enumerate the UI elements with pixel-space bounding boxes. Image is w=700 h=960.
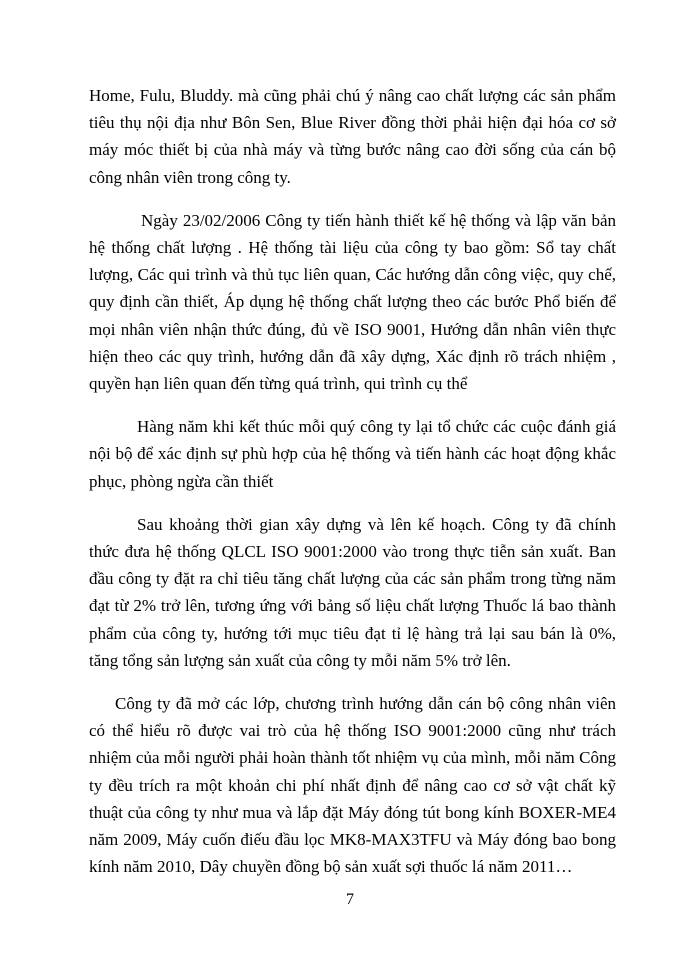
paragraph-training-investment: Công ty đã mở các lớp, chương trình hướng dẫn cán bộ công nhân viên có thể hiểu rõ được vai trò của hệ thống ISO 9001:2000 cũng như trách nhiệm của mỗi người phải hoàn thành tốt nhiệm vụ của mình, mỗi năm Công ty đều trích ra một khoản chi phí nhất định để nâng cao cơ sở vật chất kỹ thuật của công ty như mua và lắp đặt Máy đóng tút bong kính BOXER-ME4 năm 2009, Máy cuốn điếu đầu lọc MK8-MAX3TFU và Máy đóng bao bong kính năm 2010, Dây chuyền đồng bộ sản xuất sợi thuốc lá năm 2011… (89, 694, 616, 877)
page-body (89, 82, 616, 880)
paragraph-iso-implementation: Sau khoảng thời gian xây dựng và lên kế hoạch. Công ty đã chính thức đưa hệ thống QLCL ISO 9001:2000 vào trong thực tiễn sản xuất. Ban đầu công ty đặt ra chỉ tiêu tăng chất lượng của các sản phẩm trong từng năm đạt từ 2% trở lên, tương ứng với bảng số liệu chất lượng Thuốc lá bao thành phẩm của công ty, hướng tới mục tiêu đạt tỉ lệ hàng trả lại sau bán là 0%, tăng tổng sản lượng sản xuất của công ty mỗi năm 5% trở lên. (89, 514, 616, 670)
paragraph-spacer (89, 397, 616, 413)
paragraph-continuation: Home, Fulu, Bluddy. mà cũng phải chú ý nâng cao chất lượng các sản phẩm tiêu thụ nội địa như Bôn Sen, Blue River đồng thời phải hiện đại hóa cơ sở máy móc thiết bị của nhà máy và từng bước nâng cao đời sống của cán bộ công nhân viên trong công ty. (89, 86, 616, 187)
paragraph-internal-audit: Hàng năm khi kết thúc mỗi quý công ty lại tổ chức các cuộc đánh giá nội bộ để xác định sự phù hợp của hệ thống và tiến hành các hoạt động khắc phục, phòng ngừa cần thiết (89, 417, 616, 491)
paragraph-quality-system-design: Ngày 23/02/2006 Công ty tiến hành thiết kế hệ thống và lập văn bản hệ thống chất lượng . Hệ thống tài liệu của công ty bao gồm: Sổ tay chất lượng, Các qui trình và thủ tục liên quan, Các hướng dẫn công việc, quy chế, quy định cần thiết, Áp dụng hệ thống chất lượng theo các bước Phổ biến để mọi nhân viên nhận thức đúng, đủ về ISO 9001, Hướng dẫn nhân viên thực hiện theo các quy trình, hướng dẫn đã xây dựng, Xác định rõ trách nhiệm , quyền hạn liên quan đến từng quá trình, qui trình cụ thể (89, 210, 616, 394)
page-number: 7 (346, 891, 354, 908)
paragraph-spacer (89, 495, 616, 511)
paragraph-spacer (89, 674, 616, 690)
paragraph-spacer (89, 191, 616, 207)
